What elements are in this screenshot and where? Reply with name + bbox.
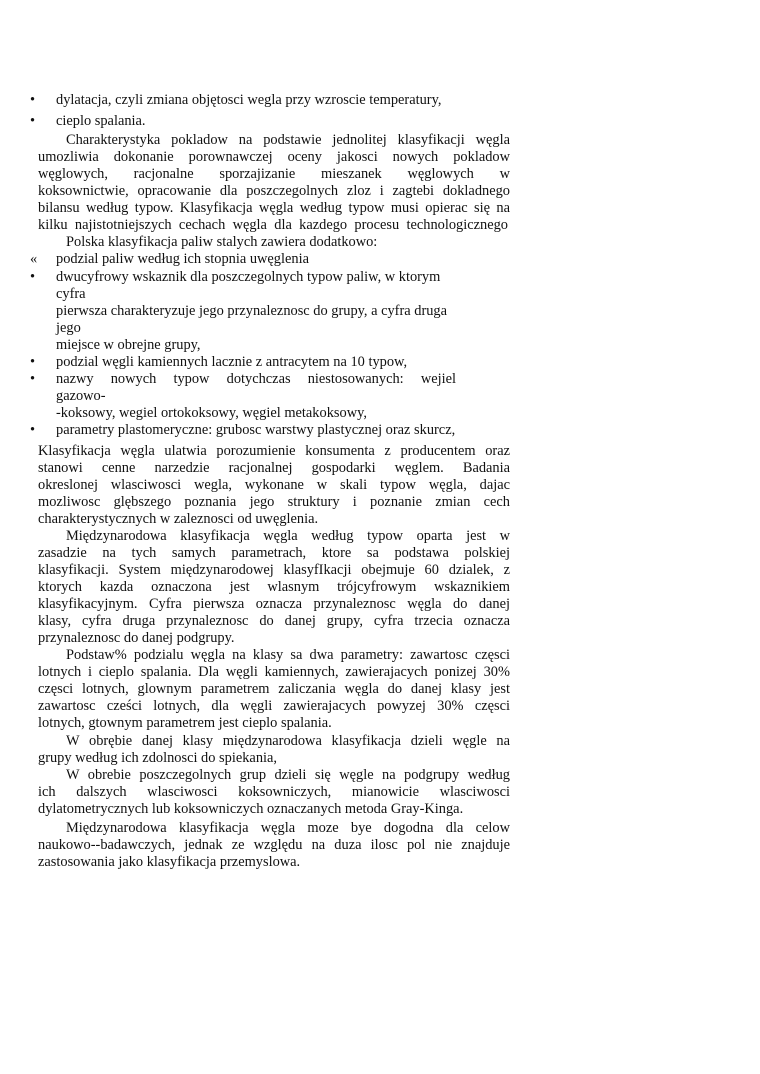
text-line: zasadzie na tych samych parametrach, ktore sa podstawa polskiej [38,545,510,561]
text-line: naukowo--badawczych, jednak ze względu na duza ilosc pol nie znajduje [38,837,510,853]
list-item-line: cyfra [56,286,86,302]
list-marker: • [30,354,36,370]
bullet-marker: • [30,113,36,129]
text-line: kilku najistotniejszych cechach węgla dla kazdego procesu technologicznego [38,217,508,233]
text-line: okreslonej wlasciwosci wegla, wykonane w skali typow węgla, dajac [38,477,510,493]
list-item-line: gazowo- [56,388,106,404]
text-line: ktorych kazda oznaczona jest wlasnym trójcyfrowym wskaznikiem [38,579,510,595]
list-marker: • [30,422,36,438]
text-line: lotnych, gtownym parametrem jest cieplo spalania. [38,715,332,731]
bullet-text: cieplo spalania. [56,113,146,129]
text-line: klasyfikacji. System międzynarodowej klasyfIkacji obejmuje 60 dzialek, z [38,562,510,578]
list-item-line: podzial paliw według ich stopnia uwęglenia [56,251,309,267]
text-line: lotnych i cieplo spalania. Dla węgli kamiennych, zawierajacych ponizej 30% [38,664,510,680]
text-line: koksownictwie, opracowanie dla poszczegolnych zloz i zagtebi dokladnego [38,183,510,199]
text-line: W obrębie danej klasy międzynarodowa klasyfikacja dzieli węgle na [66,733,510,749]
list-item-line: miejsce w obrejne grupy, [56,337,201,353]
bullet-text: dylatacja, czyli zmiana objętosci wegla przy wzroscie temperatury, [56,92,442,108]
text-line: charakterystycznych w zaleznosci od uwęglenia. [38,511,319,527]
text-line: W obrebie poszczegolnych grup dzieli się węgle na podgrupy według [66,767,510,783]
text-line: Podstaw% podzialu węgla na klasy sa dwa parametry: zawartosc częsci [66,647,510,663]
list-item-line: -koksowy, wegiel ortokoksowy, węgiel metakoksowy, [56,405,367,421]
text-line: klasy, cyfra druga przynaleznosc do danej grupy, cyfra trzecia oznacza [38,613,510,629]
text-line: dylatometrycznych lub koksowniczych oznaczanych metoda Gray-Kinga. [38,801,464,817]
list-item-line: nazwy nowych typow dotychczas niestosowanych: wejiel [56,371,456,387]
text-line: Międzynarodowa klasyfikacja węgla według typow oparta jest w [66,528,510,544]
paragraph-intro: Polska klasyfikacja paliw stalych zawiera dodatkowo: [66,234,378,250]
text-line: ich dalszych wlasciwosci koksowniczych, mianowicie wlasciwosci [38,784,510,800]
text-line: stanowi cenne narzedzie racjonalnej gospodarki węglem. Badania [38,460,510,476]
text-line: umozliwia dokonanie porownawczej oceny jakosci nowych pokladow [38,149,510,165]
text-line: klasyfikacyjnym. Cyfra pierwsza oznacza przynaleznosc węgla do danej [38,596,510,612]
list-marker: « [30,251,38,267]
bullet-marker: • [30,92,36,108]
text-line: mozliwosc glębszego poznania jego struktury i poznanie zmian cech [38,494,510,510]
text-line: grupy według ich zdolnosci do spiekania, [38,750,277,766]
list-item-line: parametry plastomeryczne: grubosc warstwy plastycznej oraz skurcz, [56,422,456,438]
list-item-line: podzial węgli kamiennych lacznie z antracytem na 10 typow, [56,354,408,370]
list-item-line: pierwsza charakteryzuje jego przynaleznosc do grupy, a cyfra druga [56,303,448,319]
list-marker: • [30,269,36,285]
list-item-line: dwucyfrowy wskaznik dla poszczegolnych typow paliw, w ktorym [56,269,441,285]
list-item-line: jego [56,320,81,336]
text-line: zastosowania jako klasyfikacja przemyslowa. [38,854,301,870]
text-line: przynaleznosc do danej podgrupy. [38,630,235,646]
text-line: Międzynarodowa klasyfikacja węgla moze bye dogodna dla celow [66,820,510,836]
text-line: Klasyfikacja węgla ulatwia porozumienie konsumenta z producentem oraz [38,443,510,459]
text-line: węglowych, racjonalne sporzajizanie mieszanek węglowych w [38,166,510,182]
text-line: bilansu według typow. Klasyfikacja węgla według typow musi opierac się na [38,200,510,216]
list-marker: • [30,371,36,387]
text-line: zawartosc cześci lotnych, dla węgli zawierajacych powyzej 30% częsci [38,698,510,714]
text-line: Charakterystyka pokladow na podstawie jednolitej klasyfikacji węgla [66,132,510,148]
text-line: częsci lotnych, glownym parametrem zaliczania węgla do danej klasy jest [38,681,510,697]
